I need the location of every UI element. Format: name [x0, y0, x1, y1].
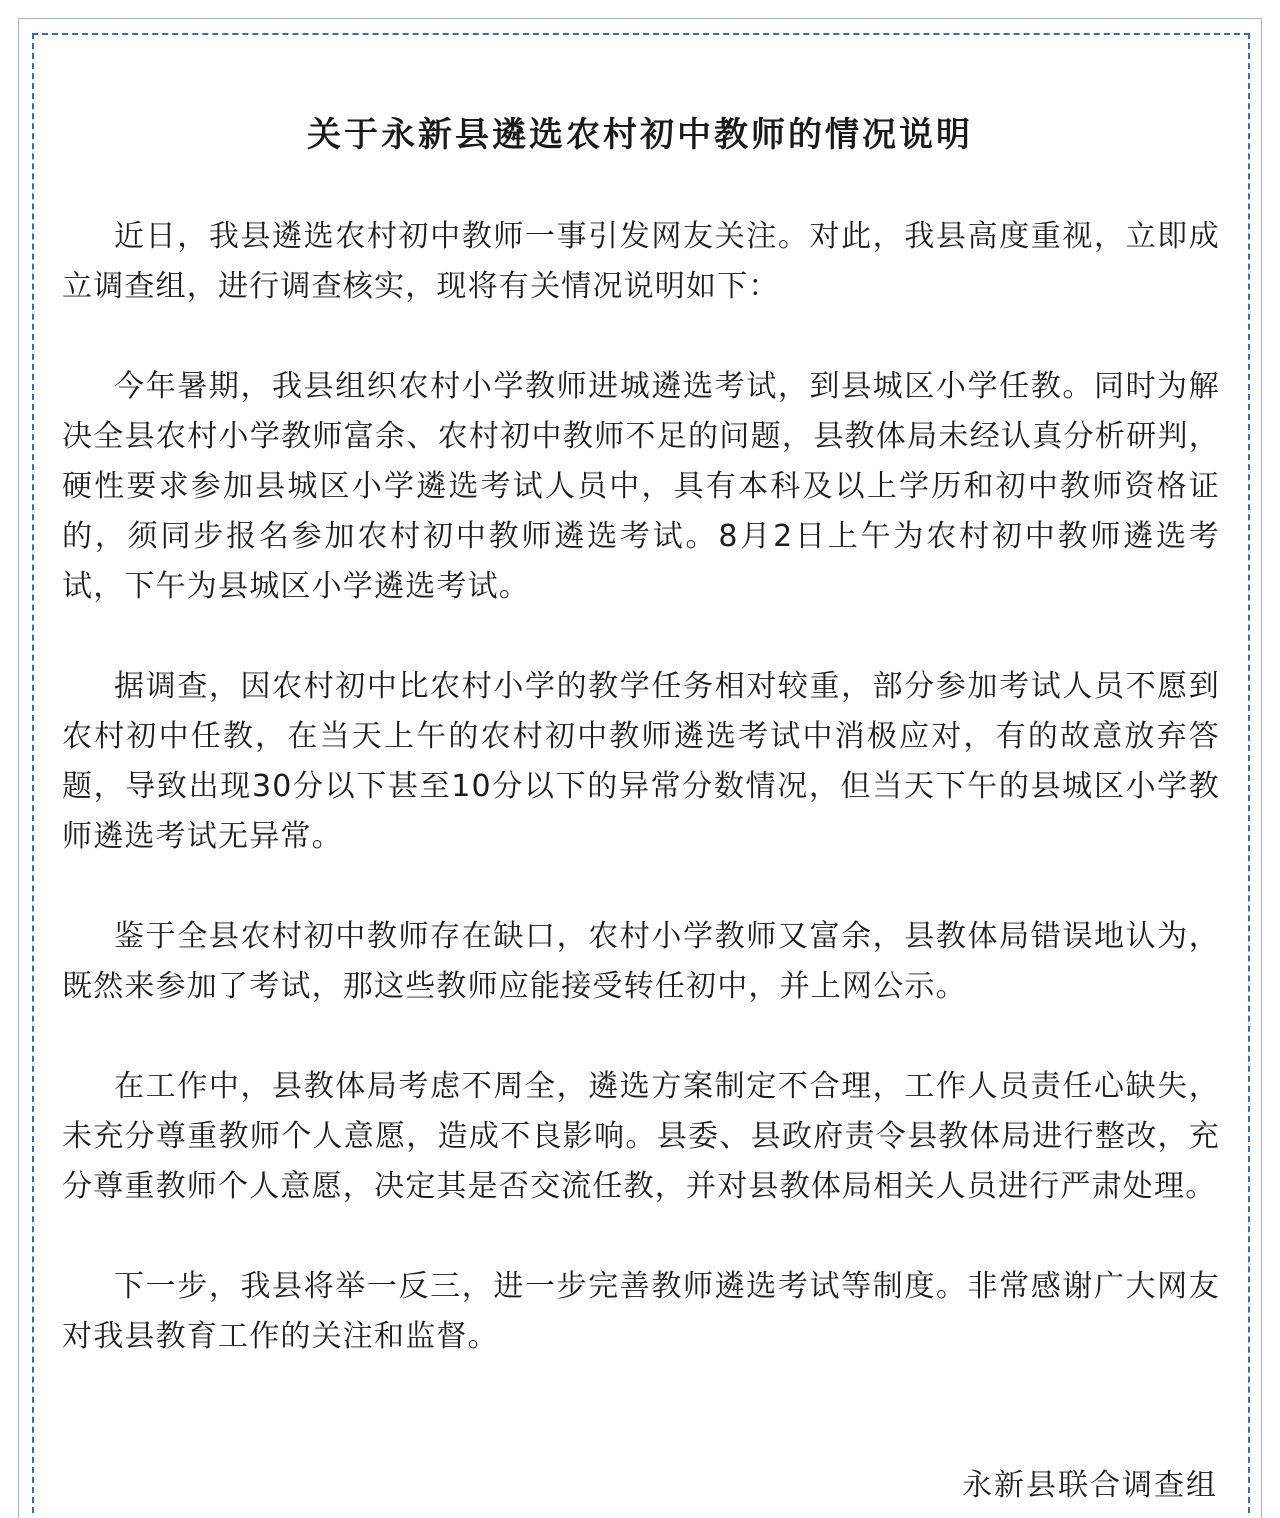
paragraph-rectification: 在工作中，县教体局考虑不周全，遴选方案制定不合理，工作人员责任心缺失，未充分尊重教师个人意愿，造成不良影响。县委、县政府责令县教体局进行整改，充分尊重教师个人意愿，决定其是否交流任教，并对县教体局相关人员进行严肃处理。	[62, 1069, 1220, 1204]
paragraph-intro: 近日，我县遴选农村初中教师一事引发网友关注。对此，我县高度重视，立即成立调查组，进行调查核实，现将有关情况说明如下：	[62, 219, 1220, 304]
paragraph-investigation: 据调查，因农村初中比农村小学的教学任务相对较重，部分参加考试人员不愿到农村初中任教，在当天上午的农村初中教师遴选考试中消极应对，有的故意放弃答题，导致出现30分以下甚至10分以下的异常分数情况，但当天下午的县城区小学教师遴选考试无异常。	[62, 669, 1220, 854]
document-title: 关于永新县遴选农村初中教师的情况说明	[307, 115, 973, 155]
paragraph-background: 今年暑期，我县组织农村小学教师进城遴选考试，到县城区小学任教。同时为解决全县农村小学教师富余、农村初中教师不足的问题，县教体局未经认真分析研判，硬性要求参加县城区小学遴选考试人员中，具有本科及以上学历和初中教师资格证的，须同步报名参加农村初中教师遴选考试。8月2日上午为农村初中教师遴选考试，下午为县城区小学遴选考试。	[62, 369, 1220, 604]
paragraph-error: 鉴于全县农村初中教师存在缺口，农村小学教师又富余，县教体局错误地认为，既然来参加了考试，那这些教师应能接受转任初中，并上网公示。	[62, 919, 1220, 1004]
paragraph-next-steps: 下一步，我县将举一反三，进一步完善教师遴选考试等制度。非常感谢广大网友对我县教育工作的关注和监督。	[62, 1269, 1220, 1354]
document-body	[62, 212, 1220, 1412]
signature: 永新县联合调查组	[962, 1468, 1218, 1503]
